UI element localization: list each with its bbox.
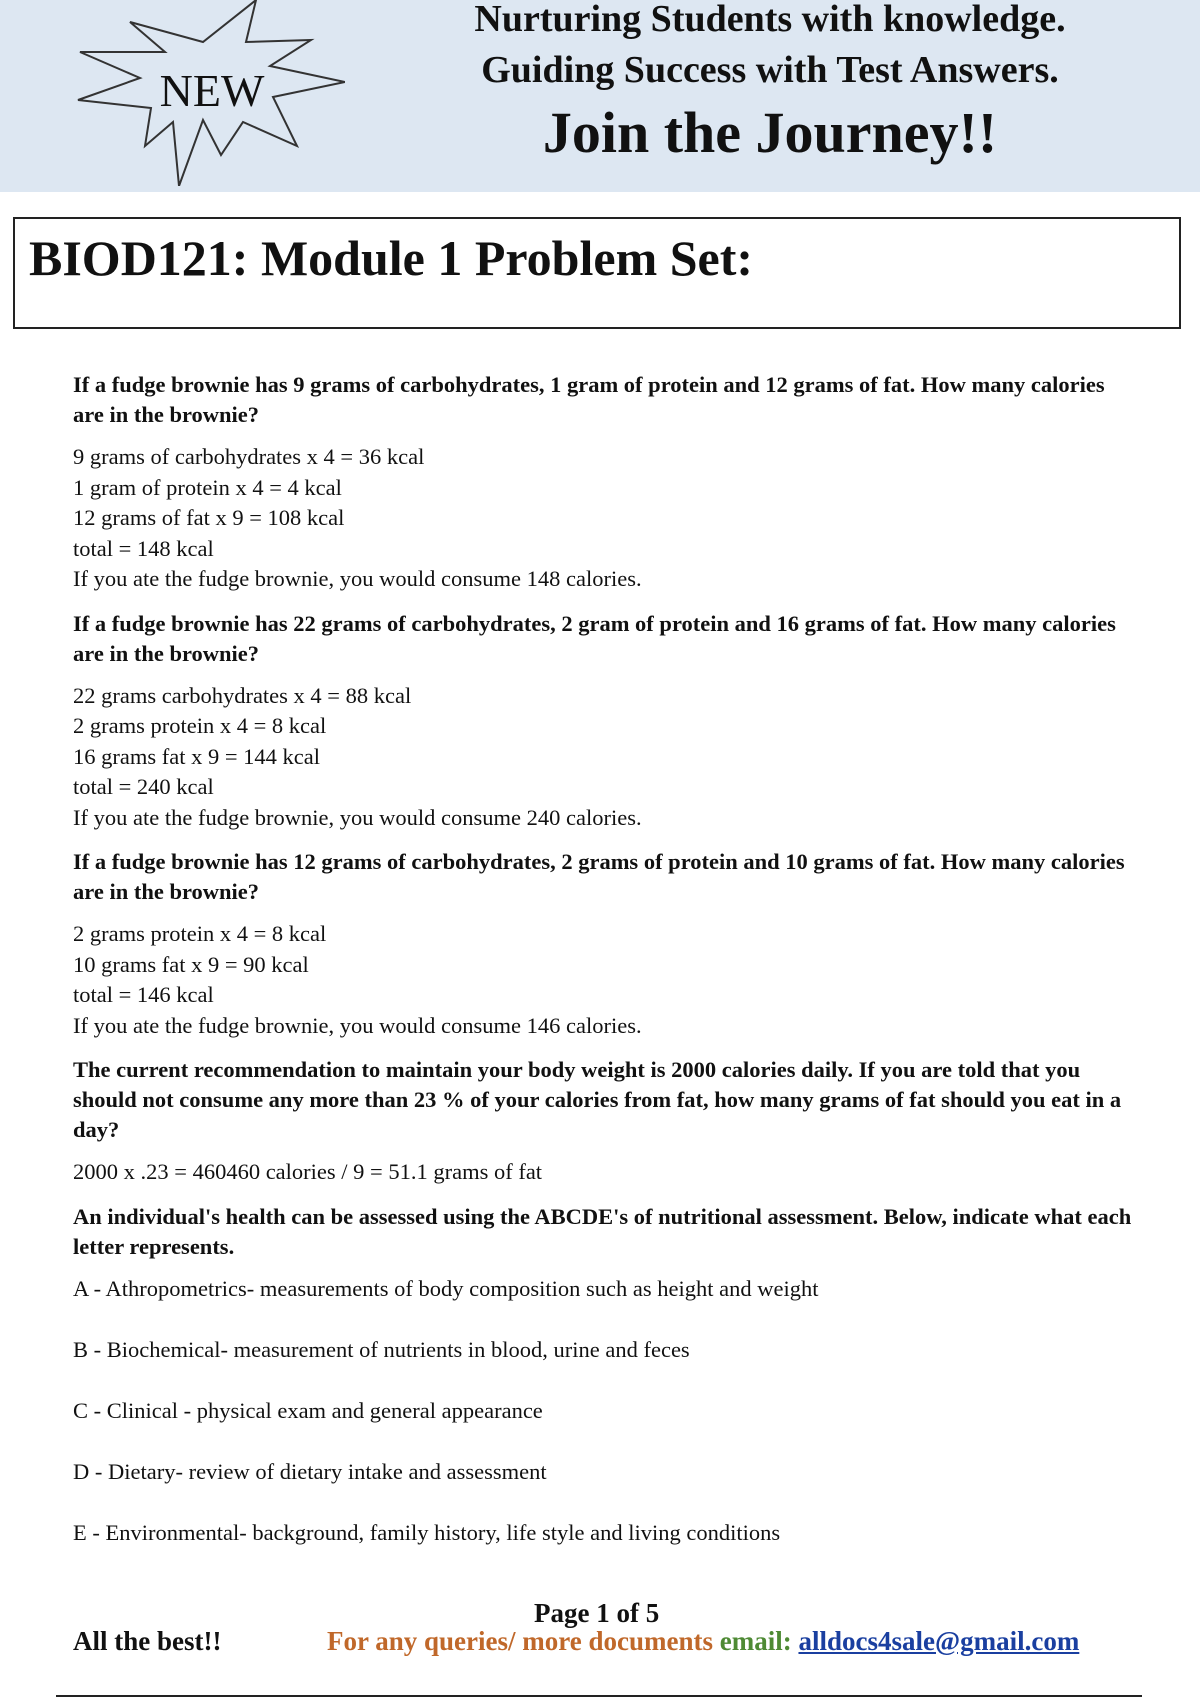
question-block-3 — [73, 847, 1133, 1041]
contact-text: For any queries/ more documents — [327, 1626, 720, 1656]
answer-line: 12 grams of fat x 9 = 108 kcal — [73, 505, 345, 530]
answer-line: total = 240 kcal — [73, 774, 214, 799]
question-block-1 — [73, 370, 1133, 595]
problem-set-content — [73, 370, 1133, 1579]
contact-email-label: email: — [719, 1626, 799, 1656]
email-link[interactable]: alldocs4sale@gmail.com — [798, 1626, 1080, 1656]
answer-line: 1 gram of protein x 4 = 4 kcal — [73, 474, 342, 500]
tagline-line-2: Guiding Success with Test Answers. — [481, 49, 1059, 91]
answer-line: If you ate the fudge brownie, you would consume 240 calories. — [73, 804, 642, 830]
question-abcde: An individual's health can be assessed using the ABCDE's of nutritional assessment. Below, indicate what each letter represents. — [73, 1203, 1132, 1259]
tagline-line-1: Nurturing Students with knowledge. — [474, 0, 1066, 40]
tagline-line-3: Join the Journey!! — [542, 100, 998, 165]
contact-line — [327, 1626, 1079, 1657]
answer-line: If you ate the fudge brownie, you would consume 148 calories. — [73, 566, 642, 591]
document-title: BIOD121: Module 1 Problem Set: — [29, 230, 754, 286]
answer-line: 9 grams of carbohydrates x 4 = 36 kcal — [73, 444, 425, 469]
answer-line: total = 146 kcal — [73, 982, 214, 1007]
starburst-icon — [75, 0, 345, 186]
question-1: If a fudge brownie has 9 grams of carbohydrates, 1 gram of protein and 12 grams of fat. How many calories are in the brownie? — [73, 372, 1105, 427]
answer-line: 22 grams carbohydrates x 4 = 88 kcal — [73, 682, 412, 708]
question-2: If a fudge brownie has 22 grams of carbohydrates, 2 gram of protein and 16 grams of fat. How many calories are in the brownie? — [73, 610, 1116, 666]
title-box — [13, 217, 1181, 329]
question-block-4 — [73, 1055, 1133, 1188]
answer-line: 10 grams fat x 9 = 90 kcal — [73, 951, 309, 977]
answer-line: 2000 x .23 = 460460 calories / 9 = 51.1 grams of fat — [73, 1159, 543, 1184]
promo-banner — [0, 0, 1200, 192]
question-4: The current recommendation to maintain your body weight is 2000 calories daily. If you are told that you should not consume any more than 23 % of your calories from fat, how many grams of fat should you eat in a day? — [73, 1057, 1122, 1142]
page-number: Page 1 of 5 — [534, 1598, 660, 1628]
question-block-abcde — [73, 1202, 1133, 1548]
abcde-item-a: A - Athropometrics- measurements of body composition such as height and weight — [73, 1275, 819, 1301]
footer-divider — [56, 1695, 1142, 1697]
question-3: If a fudge brownie has 12 grams of carbohydrates, 2 grams of protein and 10 grams of fat. How many calories are in the brownie? — [73, 849, 1125, 904]
answer-line: 16 grams fat x 9 = 144 kcal — [73, 743, 321, 769]
all-the-best-text: All the best!! — [73, 1626, 222, 1656]
answer-line: 2 grams protein x 4 = 8 kcal — [73, 921, 327, 946]
answer-line: total = 148 kcal — [73, 535, 214, 561]
new-badge-text: NEW — [159, 65, 265, 116]
abcde-item-d: D - Dietary- review of dietary intake and assessment — [73, 1458, 547, 1484]
page-footer — [0, 1598, 1200, 1700]
abcde-item-e: E - Environmental- background, family history, life style and living conditions — [73, 1519, 781, 1545]
answer-line: If you ate the fudge brownie, you would consume 146 calories. — [73, 1012, 642, 1038]
abcde-item-c: C - Clinical - physical exam and general appearance — [73, 1397, 543, 1423]
new-starburst-badge — [75, 0, 345, 186]
abcde-item-b: B - Biochemical- measurement of nutrients in blood, urine and feces — [73, 1336, 690, 1362]
answer-line: 2 grams protein x 4 = 8 kcal — [73, 713, 327, 738]
question-block-2 — [73, 609, 1133, 834]
